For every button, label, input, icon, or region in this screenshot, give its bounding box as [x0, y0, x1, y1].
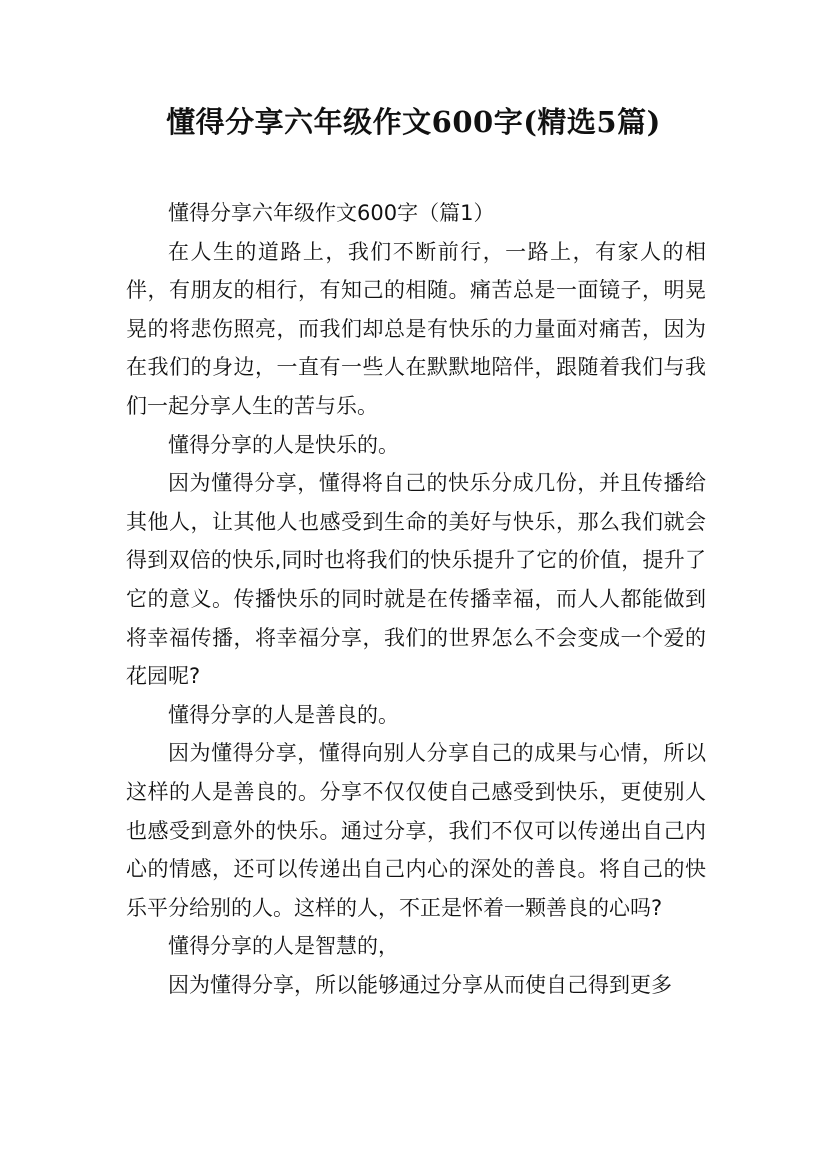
document-body — [126, 194, 706, 1004]
section-heading: 懂得分享六年级作文600字（篇1） — [168, 201, 495, 225]
paragraph: 因为懂得分享，懂得将自己的快乐分成几份，并且传播给其他人，让其他人也感受到生命的美好与快乐，那么我们就会得到双倍的快乐,同时也将我们的快乐提升了它的价值，提升了它的意义。传播快乐的同时就是在传播幸福，而人人都能做到将幸福传播，将幸福分享，我们的世界怎么不会变成一个爱的花园呢? — [126, 471, 706, 689]
paragraph: 懂得分享的人是智慧的， — [168, 934, 399, 959]
paragraph: 在人生的道路上，我们不断前行，一路上，有家人的相伴，有朋友的相行，有知己的相随。痛苦总是一面镜子，明晃晃的将悲伤照亮，而我们却总是有快乐的力量面对痛苦，因为在我们的身边，一直有一些人在默默地陪伴，跟随着我们与我们一起分享人生的苦与乐。 — [126, 239, 706, 418]
paragraph: 懂得分享的人是快乐的。 — [168, 432, 399, 457]
paragraph: 因为懂得分享，所以能够通过分享从而使自己得到更多 — [168, 972, 672, 997]
paragraph: 懂得分享的人是善良的。 — [168, 702, 399, 727]
document-title: 懂得分享六年级作文600字(精选5篇) — [166, 105, 661, 139]
paragraph: 因为懂得分享，懂得向别人分享自己的成果与心情，所以这样的人是善良的。分享不仅仅使自己感受到快乐，更使别人也感受到意外的快乐。通过分享，我们不仅可以传递出自己内心的情感，还可以传递出自己内心的深处的善良。将自己的快乐平分给别的人。这样的人，不正是怀着一颗善良的心吗? — [126, 741, 706, 920]
